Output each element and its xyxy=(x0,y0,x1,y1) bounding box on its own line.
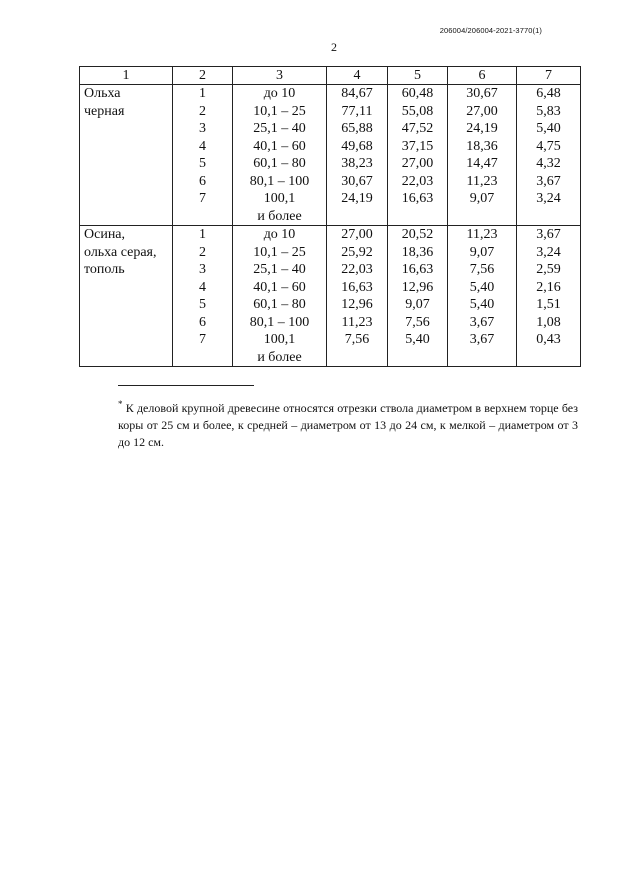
table-value: 11,23 xyxy=(466,227,498,242)
class-number-cell xyxy=(173,85,233,226)
species-name-line: ольха серая, xyxy=(84,244,157,260)
table-value: 18,36 xyxy=(401,244,434,260)
table-value: 47,52 xyxy=(401,121,434,136)
diameter-range-cell xyxy=(233,85,327,226)
diameter-range: 100,1 xyxy=(263,191,296,206)
value-cell-col6 xyxy=(448,226,517,367)
table-value: 1,51 xyxy=(536,297,561,312)
table-value: 11,23 xyxy=(466,173,498,189)
table-value: 5,40 xyxy=(536,121,561,136)
table-value: 24,19 xyxy=(466,121,498,136)
column-header: 4 xyxy=(327,67,388,85)
table-value: 30,67 xyxy=(341,173,373,189)
table-value: 5,40 xyxy=(405,332,430,347)
table-value: 4,75 xyxy=(536,138,561,154)
species-group-row xyxy=(80,226,581,367)
class-number-cell xyxy=(173,226,233,367)
species-name-line: Ольха xyxy=(84,86,121,101)
diameter-range: 100,1 xyxy=(263,332,296,347)
table-value: 27,00 xyxy=(341,227,373,242)
blank-line xyxy=(173,208,232,226)
class-number: 3 xyxy=(199,262,206,277)
table-value: 20,52 xyxy=(401,227,434,242)
species-name-line: тополь xyxy=(84,262,125,277)
diameter-range: 10,1 – 25 xyxy=(253,244,306,260)
class-number: 3 xyxy=(199,121,206,136)
diameter-range-cell xyxy=(233,226,327,367)
table-value: 9,07 xyxy=(469,244,495,260)
value-cell-col4 xyxy=(327,85,388,226)
diameter-range: 40,1 – 60 xyxy=(253,279,306,295)
blank-line xyxy=(327,208,387,226)
value-cell-col7 xyxy=(517,85,581,226)
table-value: 5,40 xyxy=(469,297,495,312)
table-value: 27,00 xyxy=(466,103,498,119)
wood-yield-table xyxy=(79,66,581,367)
value-cell-col5 xyxy=(388,226,448,367)
species-name-line: черная xyxy=(84,103,125,119)
class-number: 1 xyxy=(199,86,206,101)
value-cell-col7 xyxy=(517,226,581,367)
class-number: 2 xyxy=(199,103,206,119)
diameter-range: 80,1 – 100 xyxy=(249,173,310,189)
footnote-text: К деловой крупной древесине относятся отрезки ствола диаметром в верхнем торце без коры от 25 см и более, к средней – диаметром от 13 до 24 см, к мелкой – диаметром от 3 до 12 см. xyxy=(118,401,578,449)
column-header: 1 xyxy=(80,67,173,85)
table-value: 55,08 xyxy=(401,103,434,119)
class-number: 6 xyxy=(199,314,206,330)
table-value: 14,47 xyxy=(466,156,498,171)
table-value: 7,56 xyxy=(344,332,370,347)
column-header: 5 xyxy=(388,67,448,85)
diameter-range: до 10 xyxy=(263,227,296,242)
table-value: 18,36 xyxy=(466,138,498,154)
blank-line xyxy=(327,349,387,367)
value-cell-col5 xyxy=(388,85,448,226)
diameter-range: до 10 xyxy=(263,86,296,101)
table-value: 24,19 xyxy=(341,191,373,206)
table-value: 5,40 xyxy=(469,279,495,295)
species-name-line: Осина, xyxy=(84,227,126,242)
table-value: 22,03 xyxy=(341,262,373,277)
table-value: 5,83 xyxy=(536,103,561,119)
table-value: 16,63 xyxy=(401,262,434,277)
column-header: 7 xyxy=(517,67,581,85)
table-value: 60,48 xyxy=(401,86,434,101)
table-value: 3,67 xyxy=(536,173,561,189)
class-number: 1 xyxy=(199,227,206,242)
column-header: 3 xyxy=(233,67,327,85)
class-number: 4 xyxy=(199,279,206,295)
table-value: 2,59 xyxy=(536,262,561,277)
table-value: 9,07 xyxy=(405,297,430,312)
diameter-range: 40,1 – 60 xyxy=(253,138,306,154)
class-number: 2 xyxy=(199,244,206,260)
table-value: 84,67 xyxy=(341,86,373,101)
blank-line xyxy=(517,349,580,367)
class-number: 7 xyxy=(199,332,206,347)
diameter-range: 60,1 – 80 xyxy=(253,156,306,171)
table-value: 65,88 xyxy=(341,121,373,136)
table-value: 27,00 xyxy=(401,156,434,171)
diameter-range: 25,1 – 40 xyxy=(253,262,306,277)
table-value: 37,15 xyxy=(401,138,434,154)
table-value: 2,16 xyxy=(536,279,561,295)
table-value: 30,67 xyxy=(466,86,498,101)
table-value: 9,07 xyxy=(469,191,495,206)
column-header: 6 xyxy=(448,67,517,85)
table-value: 3,67 xyxy=(469,332,495,347)
table-value: 11,23 xyxy=(341,314,373,330)
species-cell xyxy=(80,226,173,367)
blank-line xyxy=(388,349,447,367)
diameter-range: и более xyxy=(257,349,302,365)
diameter-range: 60,1 – 80 xyxy=(253,297,306,312)
value-cell-col6 xyxy=(448,85,517,226)
table-value: 25,92 xyxy=(341,244,373,260)
species-cell xyxy=(80,85,173,226)
blank-line xyxy=(448,349,516,367)
table-value: 6,48 xyxy=(536,86,561,101)
table-value: 3,24 xyxy=(536,191,561,206)
class-number: 7 xyxy=(199,191,206,206)
table-value: 12,96 xyxy=(341,297,373,312)
diameter-range: 25,1 – 40 xyxy=(253,121,306,136)
table-value: 77,11 xyxy=(341,103,373,119)
blank-line xyxy=(448,208,516,226)
table-value: 0,43 xyxy=(536,332,561,347)
table-value: 38,23 xyxy=(341,156,373,171)
table-value: 4,32 xyxy=(536,156,561,171)
diameter-range: 80,1 – 100 xyxy=(249,314,310,330)
class-number: 4 xyxy=(199,138,206,154)
table-value: 3,67 xyxy=(536,227,561,242)
class-number: 5 xyxy=(199,297,206,312)
table-value: 3,67 xyxy=(469,314,495,330)
blank-line xyxy=(517,208,580,226)
table-value: 16,63 xyxy=(401,191,434,206)
value-cell-col4 xyxy=(327,226,388,367)
table-value: 22,03 xyxy=(401,173,434,189)
table-value: 16,63 xyxy=(341,279,373,295)
table-value: 12,96 xyxy=(401,279,434,295)
page-number: 2 xyxy=(331,40,337,54)
species-group-row xyxy=(80,85,581,226)
column-header: 2 xyxy=(173,67,233,85)
diameter-range: 10,1 – 25 xyxy=(253,103,306,119)
class-number: 6 xyxy=(199,173,206,189)
table-value: 3,24 xyxy=(536,244,561,260)
footnote-marker: * xyxy=(118,399,123,409)
table-value: 1,08 xyxy=(536,314,561,330)
footnote-separator xyxy=(118,385,254,386)
table-value: 7,56 xyxy=(469,262,495,277)
class-number: 5 xyxy=(199,156,206,171)
table-value: 7,56 xyxy=(405,314,430,330)
blank-line xyxy=(388,208,447,226)
table-value: 49,68 xyxy=(341,138,373,154)
diameter-range: и более xyxy=(257,208,302,224)
table-header-row xyxy=(80,67,581,85)
footnote xyxy=(118,400,578,451)
blank-line xyxy=(173,349,232,367)
document-id: 206004/206004-2021-3770(1) xyxy=(439,26,542,35)
